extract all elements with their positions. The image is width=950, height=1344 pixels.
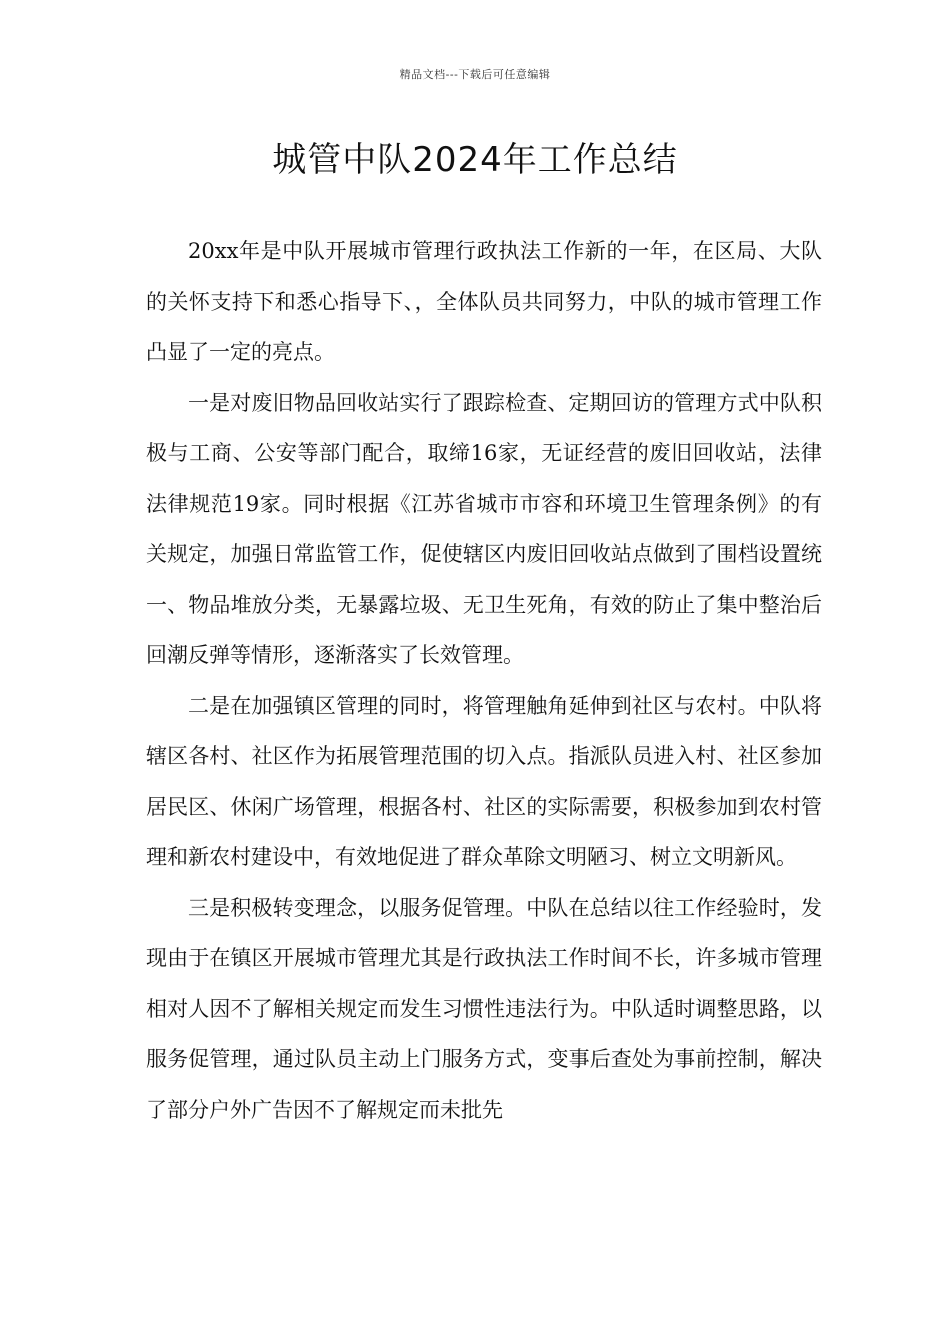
document-title: 城管中队2024年工作总结: [272, 140, 678, 180]
paragraph-recycling-stations: 一是对废旧物品回收站实行了跟踪检查、定期回访的管理方式中队积极与工商、公安等部门配合，取缔16家，无证经营的废旧回收站，法律法律规范19家。同时根据《江苏省城市市容和环境卫生管理条例》的有关规定，加强日常监管工作，促使辖区内废旧回收站点做到了围档设置统一、物品堆放分类，无暴露垃圾、无卫生死角，有效的防止了集中整治后回潮反弹等情形，逐渐落实了长效管理。: [146, 390, 822, 667]
document-body: [146, 226, 822, 1135]
paragraph-service-management: 三是积极转变理念，以服务促管理。中队在总结以往工作经验时，发现由于在镇区开展城市管理尤其是行政执法工作时间不长，许多城市管理相对人因不了解相关规定而发生习惯性违法行为。中队适时调整思路，以服务促管理，通过队员主动上门服务方式，变事后查处为事前控制，解决了部分户外广告因不了解规定而未批先: [146, 895, 822, 1122]
paragraph-community-rural: 二是在加强镇区管理的同时，将管理触角延伸到社区与农村。中队将辖区各村、社区作为拓展管理范围的切入点。指派队员进入村、社区参加居民区、休闲广场管理，根据各村、社区的实际需要，积极参加到农村管理和新农村建设中，有效地促进了群众革除文明陋习、树立文明新风。: [146, 693, 822, 869]
header-note: 精品文档---下载后可任意编辑: [399, 68, 551, 81]
paragraph-intro: 20xx年是中队开展城市管理行政执法工作新的一年，在区局、大队的关怀支持下和悉心指导下、，全体队员共同努力，中队的城市管理工作凸显了一定的亮点。: [146, 239, 822, 364]
